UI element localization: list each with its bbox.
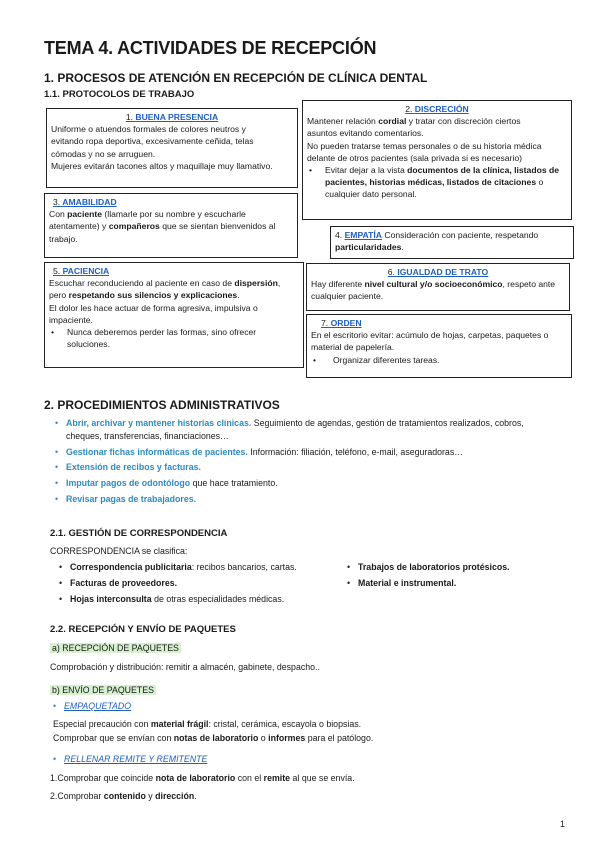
list-item: • Gestionar fichas informáticas de pacientes. Información: filiación, teléfono, e-mail, aseguradoras…: [52, 446, 552, 459]
list-item: • Abrir, archivar y mantener historias clínicas. Seguimiento de agendas, gestión de tratamientos realizados, cobros, cheques, transferencias, financiaciones…: [52, 417, 552, 443]
correspondence-list-right: [344, 561, 564, 590]
rellenar-link[interactable]: RELLENAR REMITE Y REMITENTE: [64, 754, 208, 764]
protocol-box-buena-presencia: 1. BUENA PRESENCIA Uniforme o atuendos formales de colores neutros y evitando ropa deportiva, excesivamente ceñida, telas cómodas y no se arruguen. Mujeres evitarán tacones altos y maquillaje muy llamativo.: [46, 108, 298, 188]
reception-text: Comprobación y distribución: remitir a almacén, gabinete, despacho..: [50, 662, 320, 672]
remite-step-1: 1.Comprobar que coincide nota de laboratorio con el remite al que se envía.: [50, 773, 355, 783]
page-number: 1: [560, 819, 565, 829]
section2-heading: 2. PROCEDIMIENTOS ADMINISTRATIVOS: [44, 398, 280, 412]
remite-step-2: 2.Comprobar contenido y dirección.: [50, 791, 197, 801]
protocol-box-discrecion: 2. DISCRECIÓN Mantener relación cordial y tratar con discreción ciertos asuntos evitando comentarios. No pueden tratarse temas personales o de su historia médica delante de otros pacientes (sala privada si es necesario) • Evitar dejar a la vista documentos de la clínica, listados de pacientes, historias médicas, listados de citaciones o cualquier dato personal.: [302, 100, 572, 220]
rellenar-item: [50, 753, 207, 766]
list-item: • Organizar diferentes tareas.: [311, 354, 567, 366]
list-item: • Hojas interconsulta de otras especialidades médicas.: [56, 593, 336, 606]
list-item: • Imputar pagos de odontólogo que hace tratamiento.: [52, 477, 552, 490]
box-title: 7. ORDEN: [321, 318, 362, 328]
box-title: 5. PACIENCIA: [53, 266, 110, 276]
list-item: • Revisar pagas de trabajadores.: [52, 493, 552, 506]
list-item: • Correspondencia publicitaria: recibos bancarios, cartas.: [56, 561, 336, 574]
admin-procedures-list: [52, 417, 552, 506]
empaquetado-item: [50, 700, 131, 713]
correspondence-list-left: [56, 561, 336, 605]
list-item: • Nunca deberemos perder las formas, sino ofrecer soluciones.: [49, 326, 299, 350]
box-title: 3. AMABILIDAD: [53, 197, 117, 207]
list-item: [50, 753, 207, 766]
protocol-box-empatia: 4. EMPATÍA Consideración con paciente, respetando particularidades.: [330, 226, 574, 259]
list-item: • Evitar dejar a la vista documentos de la clínica, listados de pacientes, historias médicas, listados de citaciones o cualquier dato personal.: [307, 164, 567, 201]
box-title: 6. IGUALDAD DE TRATO: [387, 267, 489, 277]
list-item: [50, 700, 131, 713]
empaquetado-line-2: Comprobar que se envían con notas de laboratorio o informes para el patólogo.: [53, 733, 374, 743]
list-item: • Material e instrumental.: [344, 577, 564, 590]
list-item: • Extensión de recibos y facturas.: [52, 461, 552, 474]
section1-1-heading: 1.1. PROTOCOLOS DE TRABAJO: [44, 89, 195, 100]
section2-1-heading: 2.1. GESTIÓN DE CORRESPONDENCIA: [50, 528, 228, 539]
section2-2-heading: 2.2. RECEPCIÓN Y ENVÍO DE PAQUETES: [50, 624, 236, 635]
subsection-b-label: b) ENVÍO DE PAQUETES: [52, 685, 155, 695]
list-item: • Facturas de proveedores.: [56, 577, 336, 590]
correspondence-intro: CORRESPONDENCIA se clasifica:: [50, 546, 188, 556]
empaquetado-line-1: Especial precaución con material frágil: cristal, cerámica, escayola o biopsias.: [53, 719, 362, 729]
box-title: 2. DISCRECIÓN: [405, 104, 469, 114]
empaquetado-link[interactable]: EMPAQUETADO: [64, 701, 132, 711]
list-item: • Trabajos de laboratorios protésicos.: [344, 561, 564, 574]
protocol-box-orden: 7. ORDEN En el escritorio evitar: acúmulo de hojas, carpetas, paquetes o material de papelería. • Organizar diferentes tareas.: [306, 314, 572, 378]
protocol-box-paciencia: 5. PACIENCIA Escuchar reconduciendo al paciente en caso de dispersión, pero respetando sus silencios y explicaciones. El dolor les hace actuar de forma agresiva, impulsiva o impaciente. • Nunca deberemos perder las formas, sino ofrecer soluciones.: [44, 262, 304, 368]
box-title: 1. BUENA PRESENCIA: [125, 112, 219, 122]
page-title: TEMA 4. ACTIVIDADES DE RECEPCIÓN: [44, 38, 377, 58]
protocol-box-igualdad-de-trato: 6. IGUALDAD DE TRATO Hay diferente nivel cultural y/o socioeconómico, respeto ante cualquier paciente.: [306, 263, 570, 311]
section1-heading: 1. PROCESOS DE ATENCIÓN EN RECEPCIÓN DE CLÍNICA DENTAL: [44, 71, 428, 85]
protocol-box-amabilidad: 3. AMABILIDAD Con paciente (llamarle por su nombre y escucharle atentamente) y compañeros que se sientan bienvenidos al trabajo.: [44, 193, 298, 258]
subsection-a-label: a) RECEPCIÓN DE PAQUETES: [52, 643, 179, 653]
